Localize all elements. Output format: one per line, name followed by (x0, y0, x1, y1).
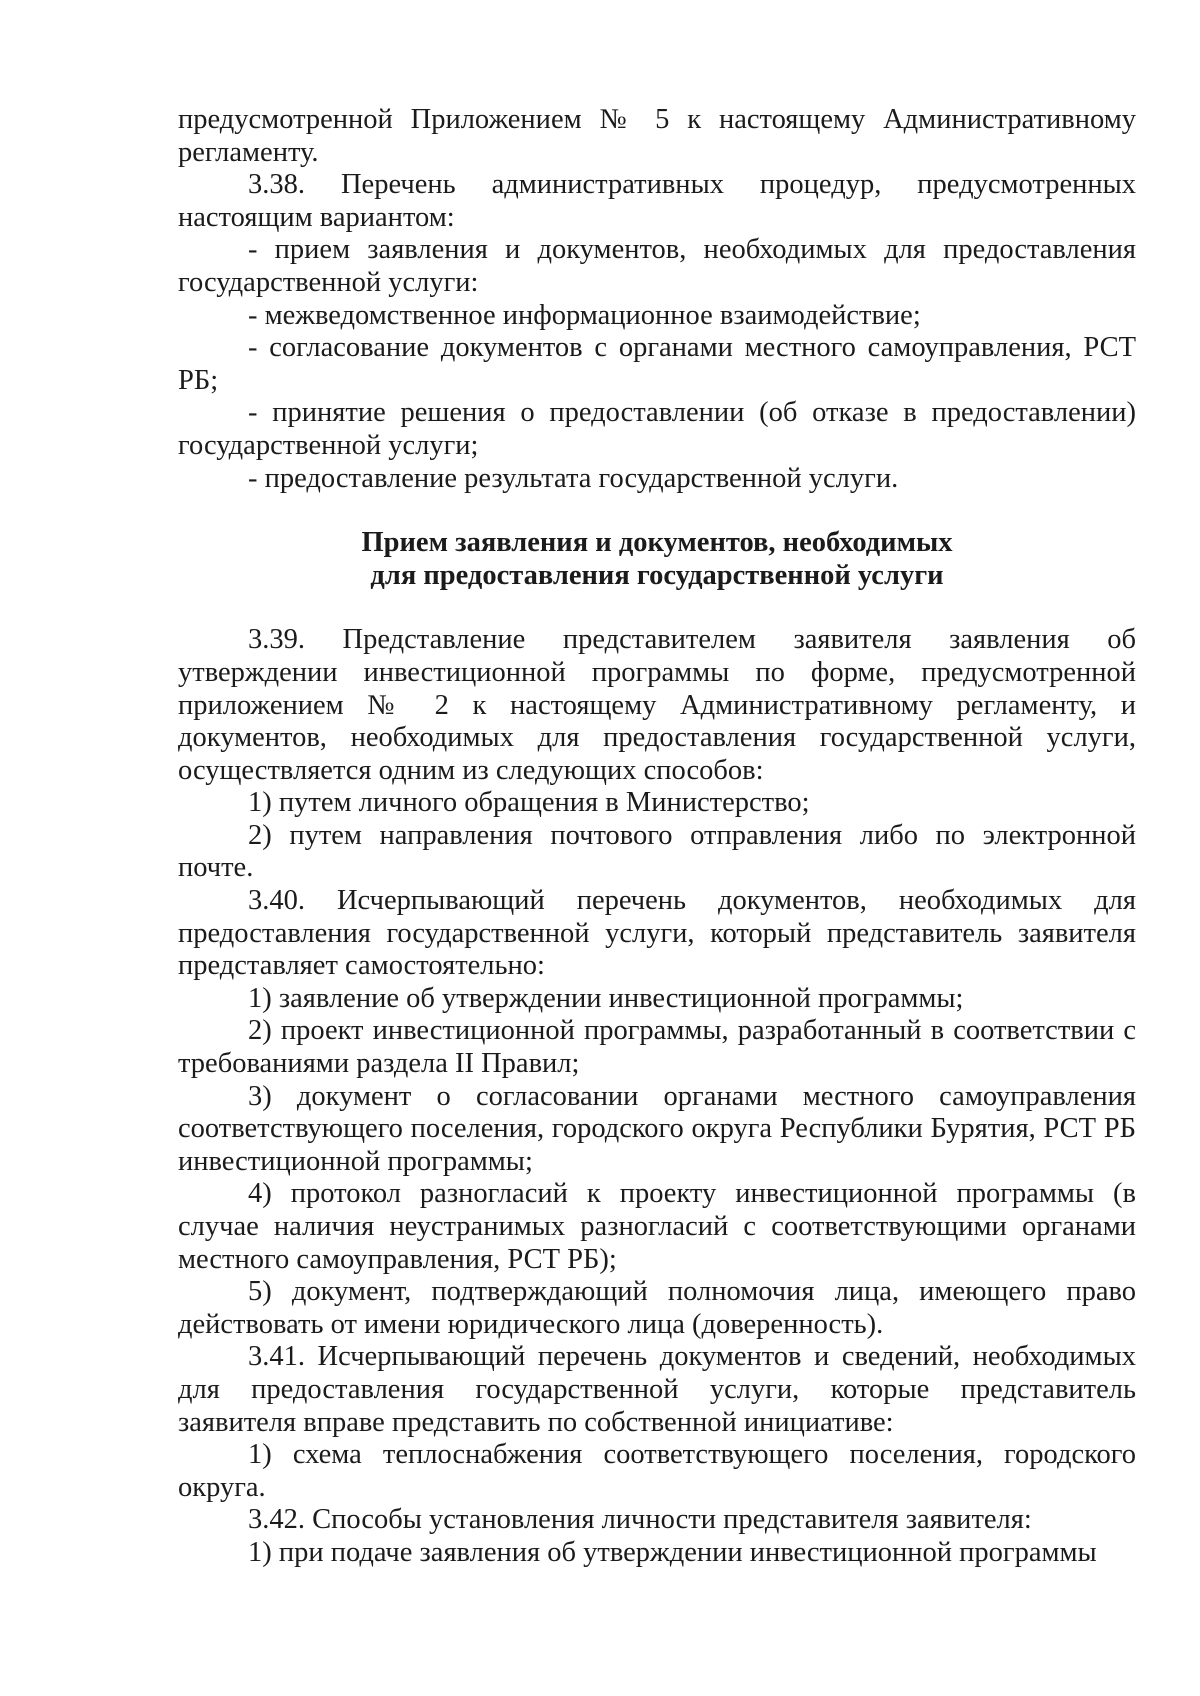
list-item-identity-1: 1) при подаче заявления об утверждении инвестиционной программы (248, 1536, 1097, 1568)
paragraph-3-42: 3.42. Способы установления личности представителя заявителя: (248, 1504, 1032, 1536)
list-item-document-4: 4) протокол разногласий к проекту инвестиционной программы (в случае наличия неустранимых разногласий с соответствующими органами местного самоуправления, РСТ РБ); (178, 1178, 1136, 1275)
paragraph-continuation: предусмотренной Приложением № 5 к настоящему Административному регламенту. (178, 104, 1136, 168)
document-body (178, 104, 1136, 1570)
section-heading-line-1: Прием заявления и документов, необходимых (361, 527, 953, 559)
section-heading (178, 527, 1136, 592)
list-item-procedure-4: - принятие решения о предоставлении (об отказе в предоставлении) государственной услуги; (178, 397, 1136, 461)
list-item-document-1: 1) заявление об утверждении инвестиционной программы; (248, 982, 964, 1014)
section-heading-line-2: для предоставления государственной услуги (370, 559, 944, 591)
list-item-method-2: 2) путем направления почтового отправления либо по электронной почте. (178, 819, 1136, 884)
list-item-procedure-5: - предоставление результата государственной услуги. (248, 462, 899, 494)
list-item-document-2: 2) проект инвестиционной программы, разработанный в соответствии с требованиями раздела II Правил; (178, 1015, 1136, 1080)
paragraph-3-41: 3.41. Исчерпывающий перечень документов и сведений, необходимых для предоставления государственной услуги, которые представитель заявителя вправе представить по собственной инициативе: (178, 1341, 1136, 1438)
list-item-method-1: 1) путем личного обращения в Министерство; (248, 787, 810, 819)
list-item-procedure-2: - межведомственное информационное взаимодействие; (248, 299, 921, 331)
paragraph-3-39: 3.39. Представление представителем заявителя заявления об утверждении инвестиционной программы по форме, предусмотренной приложением № 2 к настоящему Административному регламенту, и документов, необходимых для предоставления государственной услуги, осуществляется одним из следующих способов: (178, 624, 1136, 786)
spacer (178, 592, 1136, 624)
list-item-optional-1: 1) схема теплоснабжения соответствующего поселения, городского округа. (178, 1439, 1136, 1503)
list-item-document-3: 3) документ о согласовании органами местного самоуправления соответствующего поселения, городского округа Республики Бурятия, РСТ РБ инвестиционной программы; (178, 1080, 1136, 1177)
paragraph-3-38: 3.38. Перечень административных процедур, предусмотренных настоящим вариантом: (178, 169, 1136, 233)
list-item-document-5: 5) документ, подтверждающий полномочия лица, имеющего право действовать от имени юридического лица (доверенность). (178, 1276, 1136, 1340)
spacer (178, 495, 1136, 527)
list-item-procedure-3: - согласование документов с органами местного самоуправления, РСТ РБ; (178, 332, 1136, 396)
list-item-procedure-1: - прием заявления и документов, необходимых для предоставления государственной услуги: (178, 234, 1136, 298)
paragraph-3-40: 3.40. Исчерпывающий перечень документов, необходимых для предоставления государственной услуги, который представитель заявителя представляет самостоятельно: (178, 885, 1136, 982)
